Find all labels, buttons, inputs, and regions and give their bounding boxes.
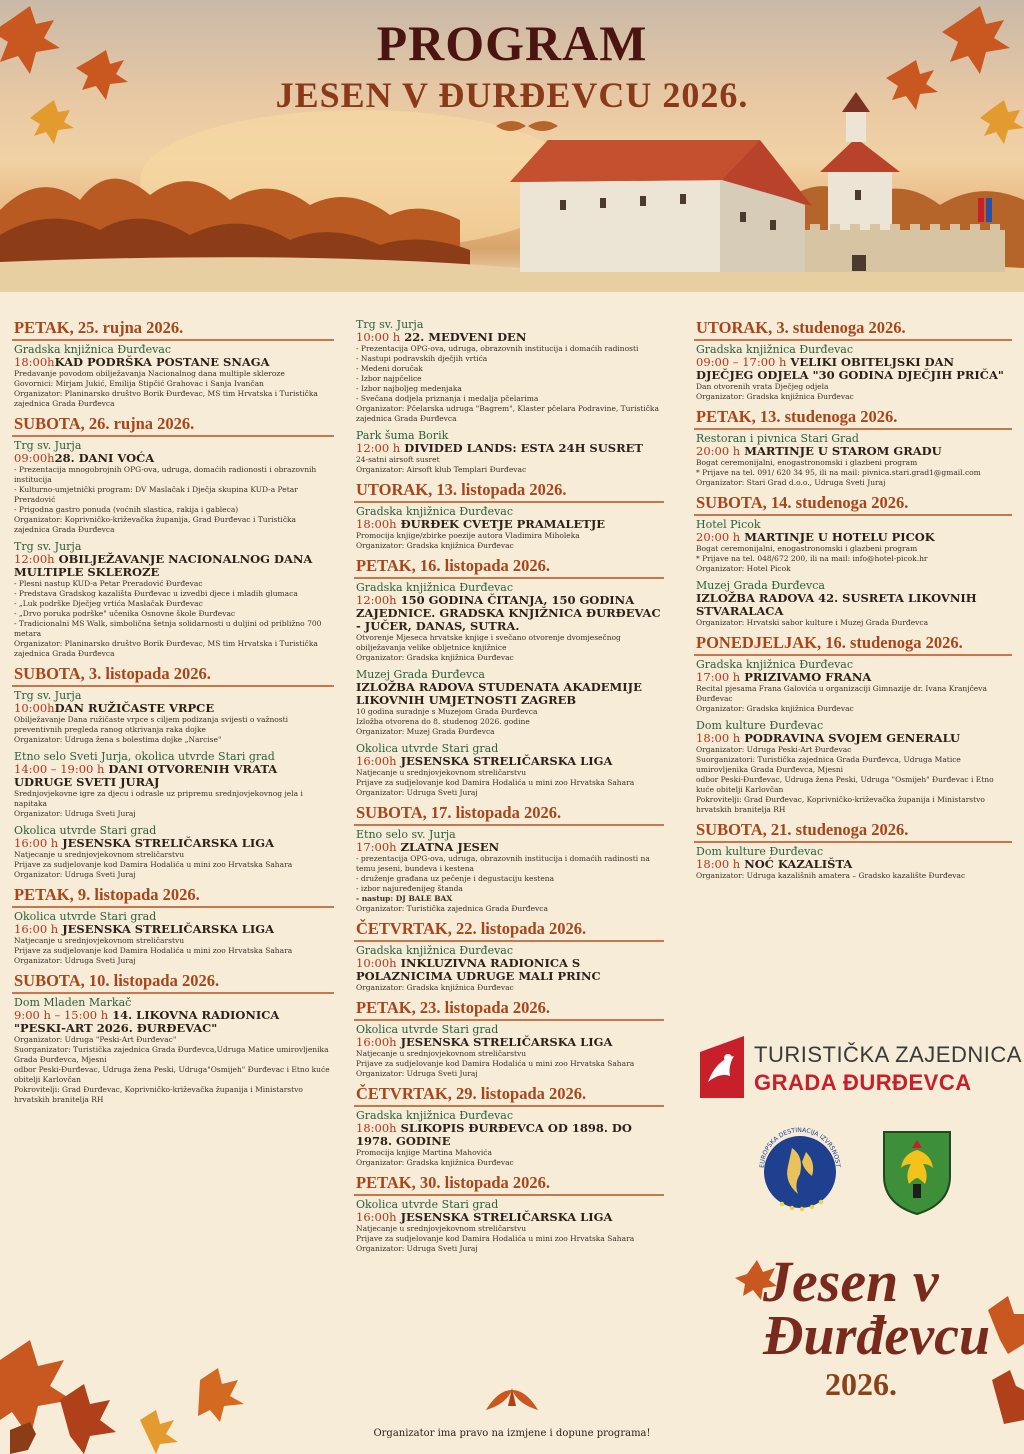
event-title: IZLOŽBA RADOVA 42. SUSRETA LIKOVNIH STVARALACA <box>696 591 977 618</box>
event-location: Gradska knjižnica Đurđevac <box>696 658 854 671</box>
event-title: JESENSKA STRELIČARSKA LIGA <box>400 1210 613 1224</box>
event-title-line <box>696 356 1012 382</box>
event-desc: - prezentacija OPG-ova, udruga, obrazovnih institucija i domaćih radinosti na temu jeseni, bundeva i kestena <box>356 854 650 873</box>
event-desc: - Izbor najboljeg medenjaka <box>356 384 462 393</box>
event-desc: Srednjovjekovne igre za djecu i odrasle uz pripremu srednjovjekovnog jela i napitaka <box>14 789 303 808</box>
event-location: Gradska knjižnica Đurđevac <box>356 505 514 518</box>
event-desc: Organizator: Turistička zajednica Grada Đurđevca <box>356 904 548 913</box>
event-time: 12:00h <box>14 552 55 566</box>
city-crest-icon <box>880 1128 954 1216</box>
page-title: PROGRAM <box>376 15 648 71</box>
event-desc: - Prezentacija OPG-ova, udruga, obrazovnih institucija i domaćih radinosti <box>356 344 639 353</box>
event-desc: Govornici: Mirjam Jukić, Emilija Stipčić Grahovac i Sanja Ivančan <box>14 379 264 388</box>
event <box>356 944 664 993</box>
day-header: PETAK, 25. rujna 2026. <box>12 318 334 341</box>
event <box>696 343 1012 402</box>
program-column-2 <box>354 318 664 1259</box>
event <box>696 432 1012 488</box>
event-time: 16:00 h <box>14 922 59 936</box>
event-desc: * Prijave na tel. 048/672 200, ili na mail: info@hotel-picok.hr <box>696 554 928 563</box>
event <box>356 429 664 475</box>
event-desc: Promocija knjige Martina Mahovića <box>356 1148 492 1157</box>
event-location: Trg sv. Jurja <box>14 439 82 452</box>
event-desc: Obilježavanje Dana ružičaste vrpce s ciljem podizanja svijesti o važnosti preventivnih pregleda ranog otkrivanja raka dojke <box>14 715 289 734</box>
event-title-line <box>696 858 1012 871</box>
event-time: 14:00 – 19:00 h <box>14 762 105 776</box>
event-location: Park šuma Borik <box>356 429 449 442</box>
event-time: 20:00 h <box>696 444 741 458</box>
event-title-line <box>14 1009 334 1035</box>
event-location: Gradska knjižnica Đurđevac <box>696 343 854 356</box>
event-time: 12:00 h <box>356 441 401 455</box>
event-desc: Natjecanje u srednjovjekovnom streličarstvu <box>356 768 527 777</box>
event-title-line <box>696 732 1012 745</box>
event-desc: Organizator: Planinarsko društvo Borik Đurđevac, MS tim Hrvatska i Turistička zajednica Grada Đurđevca <box>14 639 318 658</box>
event <box>356 1198 664 1254</box>
event <box>696 658 1012 714</box>
event-time: 18:00h <box>356 1121 397 1135</box>
event-location: Hotel Picok <box>696 518 761 531</box>
event-desc: Organizator: Stari Grad d.o.o., Udruga Sveti Juraj <box>696 478 886 487</box>
event-time: 17:00h <box>356 840 397 854</box>
event <box>356 581 664 663</box>
event-desc: Organizator: Gradska knjižnica Đurđevac <box>356 653 514 662</box>
event-desc: Organizator: Gradska knjižnica Đurđevac <box>356 1158 514 1167</box>
event-desc: - Svečana dodjela priznanja i medalja pčelarima <box>356 394 539 403</box>
event-title: 14. LIKOVNA RADIONICA "PESKI-ART 2026. ĐURĐEVAC" <box>14 1008 280 1035</box>
event-title-line <box>356 331 664 344</box>
event-time: 9:00 h – 15:00 h <box>14 1008 109 1022</box>
day-header: SUBOTA, 10. listopada 2026. <box>12 971 334 994</box>
event-desc: Prijave za sudjelovanje kod Damira Hodalića u mini zoo Hrvatska Sahara <box>356 1234 635 1243</box>
day-header: SUBOTA, 14. studenoga 2026. <box>694 493 1012 516</box>
event-title: JESENSKA STRELIČARSKA LIGA <box>400 1035 613 1049</box>
event-desc: Natjecanje u srednjovjekovnom streličarstvu <box>356 1049 527 1058</box>
event-title-line <box>14 702 334 715</box>
event-desc: Natjecanje u srednjovjekovnom streličarstvu <box>356 1224 527 1233</box>
event-desc: Organizator: Planinarsko društvo Borik Đurđevac, MS tim Hrvatska i Turistička zajednica Grada Đurđevca <box>14 389 318 408</box>
event <box>696 719 1012 815</box>
event-desc: Suorganizatori: Turistička zajednica Grada Đurđevca, Udruga Matice umirovljenika Grada Đurđevca, Mjesni <box>696 755 961 774</box>
day-header: ČETVRTAK, 22. listopada 2026. <box>354 919 664 942</box>
event-desc: Organizator: Koprivničko-križevačka županija, Grad Đurđevac i Turistička zajednica Grada Đurđevca <box>14 515 297 534</box>
event-title: 22. MEDVENI DEN <box>404 330 527 344</box>
leaf-ornament-icon <box>480 1380 544 1420</box>
event-desc: Prijave za sudjelovanje kod Damira Hodalića u mini zoo Hrvatska Sahara <box>356 778 635 787</box>
event <box>356 1109 664 1168</box>
event-desc: Organizator: Udruga Sveti Juraj <box>356 1069 478 1078</box>
event <box>356 668 664 737</box>
event <box>14 343 334 409</box>
event-time: 09:00h <box>14 451 55 465</box>
event-desc: Organizator: Udruga Peski-Art Đurđevac <box>696 745 852 754</box>
event-title: VELIKI OBITELJSKI DAN DJEČJEG ODJELA "30 GODINA DJEČJIH PRIČA" <box>696 355 1004 382</box>
event-title: INKLUZIVNA RADIONICA S POLAZNICIMA UDRUGE MALI PRINC <box>356 956 601 983</box>
event-desc: Organizator: Gradska knjižnica Đurđevac <box>696 392 854 401</box>
event-desc: Organizator: Hotel Picok <box>696 564 791 573</box>
event-title: SLIKOPIS ĐURĐEVCA OD 1898. DO 1978. GODINE <box>356 1121 632 1148</box>
event-title: JESENSKA STRELIČARSKA LIGA <box>400 754 613 768</box>
event-desc: - Tradicionalni MS Walk, simbolična šetnja solidarnosti u duljini od približno 700 metara <box>14 619 322 638</box>
event-desc: - nastup: DJ BALE BAX <box>356 894 453 903</box>
event-location: Okolica utvrde Stari grad <box>14 824 157 837</box>
event-desc: Organizator: Gradska knjižnica Đurđevac <box>356 983 514 992</box>
program-column-3 <box>694 318 1012 886</box>
event-location: Dom Mladen Markač <box>14 996 132 1009</box>
event-desc: Organizator: Udruga Sveti Juraj <box>356 788 478 797</box>
event-title-line <box>14 356 334 369</box>
event-title: PRIZIVAMO FRANA <box>744 670 872 684</box>
event-location: Dom kulture Đurđevac <box>696 719 824 732</box>
event-title: ZLATNA JESEN <box>400 840 500 854</box>
event-time: 10:00 h <box>356 330 401 344</box>
event-desc: - Kulturno-umjetnički program: DV Maslačak i Dječja skupina KUD-a Petar Preradović <box>14 485 298 504</box>
event-desc: Organizator: Pčelarska udruga "Bagrem", Klaster pčelara Podravine, Turistička zajednica Grada Đurđevca <box>356 404 659 423</box>
event-desc: - Prigodna gastro ponuda (voćnih slastica, rakija i gableca) <box>14 505 239 514</box>
page-subtitle: JESEN V ĐURĐEVCU 2026. <box>275 75 749 115</box>
event-title-line <box>356 957 664 983</box>
event <box>14 824 334 880</box>
tourist-board-name-line1: TURISTIČKA ZAJEDNICA <box>754 1042 1022 1067</box>
event-desc: Pokrovitelji: Grad Đurđevac, Koprivničko-križevačka županija i Ministarstvo hrvatskih branitelja RH <box>14 1085 303 1104</box>
event-location: Gradska knjižnica Đurđevac <box>356 581 514 594</box>
event-desc: - izbor najuređenijeg štanda <box>356 884 463 893</box>
event-title: PODRAVINA SVOJEM GENERALU <box>744 731 961 745</box>
event-time: 17:00 h <box>696 670 741 684</box>
event-desc: - „Luk podrške Dječjeg vrtića Maslačak Đurđevac <box>14 599 203 608</box>
event-title-line <box>356 442 664 455</box>
event-location: Etno selo Sveti Jurja, okolica utvrde Stari grad <box>14 750 275 763</box>
day-header: ČETVRTAK, 29. listopada 2026. <box>354 1084 664 1107</box>
event-title: MARTINJE U HOTELU PICOK <box>744 530 935 544</box>
day-header: PETAK, 13. studenoga 2026. <box>694 407 1012 430</box>
event-desc: Organizator: Udruga kazališnih amatera – Gradsko kazalište Đurđevac <box>696 871 966 880</box>
event-location: Trg sv. Jurja <box>14 540 82 553</box>
event-title-line <box>696 445 1012 458</box>
event-location: Okolica utvrde Stari grad <box>356 1023 499 1036</box>
event-title: 150 GODINA ČITANJA, 150 GODINA ZAJEDNICE. GRADSKA KNJIŽNICA ĐURĐEVAC - JUČER, DANAS, SUTRA. <box>356 593 661 633</box>
event-desc: - druženje građana uz pečenje i degustaciju kestena <box>356 874 555 883</box>
event <box>696 579 1012 628</box>
event-location: Restoran i pivnica Stari Grad <box>696 432 859 445</box>
event-title-line <box>696 531 1012 544</box>
event-location: Okolica utvrde Stari grad <box>356 742 499 755</box>
brand-year: 2026. <box>825 1366 897 1402</box>
event-title-line <box>14 553 334 579</box>
event <box>356 1023 664 1079</box>
event-title: JESENSKA STRELIČARSKA LIGA <box>62 922 275 936</box>
event-title-line <box>356 1036 664 1049</box>
event-desc: Natjecanje u srednjovjekovnom streličarstvu <box>14 850 185 859</box>
event-desc: Organizator: Hrvatski sabor kulture i Muzej Grada Đurđevca <box>696 618 929 627</box>
event-time: 12:00h <box>356 593 397 607</box>
event-time: 10:00h <box>356 956 397 970</box>
event <box>14 996 334 1105</box>
event-time: 20:00 h <box>696 530 741 544</box>
day-header: SUBOTA, 26. rujna 2026. <box>12 414 334 437</box>
event-title-line <box>356 841 664 854</box>
header-banner <box>0 0 1024 292</box>
event-location: Okolica utvrde Stari grad <box>14 910 157 923</box>
event-desc: Organizator: Airsoft klub Templari Đurđevac <box>356 465 527 474</box>
event-location: Gradska knjižnica Đurđevac <box>356 1109 514 1122</box>
event-desc: Otvorenje Mjeseca hrvatske knjige i svečano otvorenje dvomjesečnog obilježavanja velike obljetnice knjižnice <box>356 633 621 652</box>
event-time: 18:00h <box>14 355 55 369</box>
jesen-brand-logo <box>735 1248 1005 1408</box>
event-title-line <box>14 452 334 465</box>
event-time: 16:00h <box>356 754 397 768</box>
event-desc: odbor Peski-Đurđevac, Udruga žena Peski, Udruga "Osmijeh" Đurđevac i Etno kuće obitelji Karlovčan <box>696 775 994 794</box>
event-location: Trg sv. Jurja <box>14 689 82 702</box>
day-header: SUBOTA, 3. listopada 2026. <box>12 664 334 687</box>
day-header: SUBOTA, 17. listopada 2026. <box>354 803 664 826</box>
event-desc: 10 godina suradnje s Muzejom Grada Đurđevca <box>356 707 538 716</box>
event-title: ĐURĐEK CVETJE PRAMALETJE <box>400 517 606 531</box>
event-location: Dom kulture Đurđevac <box>696 845 824 858</box>
event-desc: Promocija knjige/zbirke poezije autora Vladimira Miholeka <box>356 531 580 540</box>
event-desc: Predavanje povodom obilježavanja Nacionalnog dana multiple skleroze <box>14 369 285 378</box>
event-desc: Organizator: Udruga Sveti Juraj <box>14 870 136 879</box>
event-desc: Prijave za sudjelovanje kod Damira Hodalića u mini zoo Hrvatska Sahara <box>14 860 293 869</box>
event-title-line <box>356 594 664 633</box>
event-time: 18:00h <box>356 517 397 531</box>
event-desc: 24-satni airsoft susret <box>356 455 440 464</box>
event-time: 18:00 h <box>696 857 741 871</box>
event-location: Okolica utvrde Stari grad <box>356 1198 499 1211</box>
day-header: PONEDJELJAK, 16. studenoga 2026. <box>694 633 1012 656</box>
tourist-board-logo <box>694 1032 1022 1102</box>
event-location: Gradska knjižnica Đurđevac <box>14 343 172 356</box>
event-desc: Prijave za sudjelovanje kod Damira Hodalića u mini zoo Hrvatska Sahara <box>14 946 293 955</box>
brand-title-line2: Đurđevcu <box>763 1305 991 1367</box>
event-desc: Dan otvorenih vrata Dječjeg odjela <box>696 382 829 391</box>
event-title-line <box>14 923 334 936</box>
day-header: UTORAK, 13. listopada 2026. <box>354 480 664 503</box>
event-desc: Suorganizator: Turistička zajednica Grada Đurđevca,Udruga Matice umirovljenika Grada Đurđevca, Mjesni <box>14 1045 329 1064</box>
event-title: DAN RUŽIČASTE VRPCE <box>54 701 215 715</box>
day-header: PETAK, 30. listopada 2026. <box>354 1173 664 1196</box>
event <box>14 540 334 659</box>
event-title: KAD PODRŠKA POSTANE SNAGA <box>54 355 270 369</box>
event-location: Trg sv. Jurja <box>356 318 424 331</box>
event-title-line <box>356 1122 664 1148</box>
event-desc: - „Drvo poruka podrške" učenika Osnovne škole Đurđevac <box>14 609 236 618</box>
event-location: Muzej Grada Đurđevca <box>696 579 825 592</box>
event <box>14 750 334 819</box>
day-header: PETAK, 23. listopada 2026. <box>354 998 664 1021</box>
event-desc: Bogat ceremonijalni, enogastronomski i glazbeni program <box>696 544 918 553</box>
event-desc: Izložba otvorena do 8. studenog 2026. godine <box>356 717 530 726</box>
event-desc: Organizator: Muzej Grada Đurđevca <box>356 727 495 736</box>
tourist-board-mark-icon <box>694 1032 750 1102</box>
day-header: PETAK, 9. listopada 2026. <box>12 885 334 908</box>
event <box>696 845 1012 881</box>
event <box>14 439 334 535</box>
event-title: MARTINJE U STAROM GRADU <box>744 444 942 458</box>
event-desc: - Prezentacija mnogobrojnih OPG-ova, udruga, domaćih radionosti i obrazovnih institucija <box>14 465 317 484</box>
event-desc: Organizator: Udruga "Peski-Art Đurđevac" <box>14 1035 177 1044</box>
event-desc: Organizator: Gradska knjižnica Đurđevac <box>696 704 854 713</box>
event-desc: Organizator: Udruga Sveti Juraj <box>14 956 136 965</box>
event-desc: Organizator: Udruga Sveti Juraj <box>356 1244 478 1253</box>
event-desc: Organizator: Udruga Sveti Juraj <box>14 809 136 818</box>
event <box>14 910 334 966</box>
tourist-board-name-line2: GRADA ĐURĐEVCA <box>754 1070 972 1095</box>
event-desc: - Nastupi podravskih dječjih vrtića <box>356 354 488 363</box>
event-title: JESENSKA STRELIČARSKA LIGA <box>62 836 275 850</box>
program-column-1 <box>12 318 334 1110</box>
footer-note: Organizator ima pravo na izmjene i dopune programa! <box>373 1428 651 1439</box>
event-desc: odbor Peski-Đurđevac, Udruga žena Peski, Udruga"Osmijeh" Đurđevac i Etno kuće obitelji Karlovčan <box>14 1065 330 1084</box>
event <box>696 518 1012 574</box>
event-desc: - Plesni nastup KUD-a Petar Preradović Đurđevac <box>14 579 203 588</box>
event-title-line <box>356 518 664 531</box>
event-location: Gradska knjižnica Đurđevac <box>356 944 514 957</box>
event-title: NOĆ KAZALIŠTA <box>744 857 853 871</box>
event <box>356 828 664 914</box>
event-title-line <box>14 837 334 850</box>
event-title-line <box>356 1211 664 1224</box>
event-title: 28. DANI VOĆA <box>54 451 155 465</box>
eden-logo <box>752 1120 848 1216</box>
event-desc: - Medeni doručak <box>356 364 423 373</box>
day-header: UTORAK, 3. studenoga 2026. <box>694 318 1012 341</box>
event-title: IZLOŽBA RADOVA STUDENATA AKADEMIJE LIKOVNIH UMJETNOSTI ZAGREB <box>356 680 642 707</box>
event <box>356 742 664 798</box>
event-time: 09:00 – 17:00 h <box>696 355 787 369</box>
event-desc: Prijave za sudjelovanje kod Damira Hodalića u mini zoo Hrvatska Sahara <box>356 1059 635 1068</box>
event-time: 16:00h <box>356 1210 397 1224</box>
event-title-line <box>356 755 664 768</box>
event-title: OBILJEŽAVANJE NACIONALNOG DANA MULTIPLE SKLEROZE <box>14 552 313 579</box>
day-header: PETAK, 16. listopada 2026. <box>354 556 664 579</box>
event-title-line <box>14 763 334 789</box>
event-location: Muzej Grada Đurđevca <box>356 668 485 681</box>
event <box>356 505 664 551</box>
event-time: 16:00 h <box>14 836 59 850</box>
event-time: 10:00h <box>14 701 55 715</box>
event <box>356 318 664 424</box>
event-desc: Organizator: Udruga žena s bolestima dojke „Narcise" <box>14 735 222 744</box>
eden-arc-text: EUROPSKA DESTINACIJA IZVRSNOST <box>758 1126 842 1169</box>
event-location: Etno selo sv. Jurja <box>356 828 456 841</box>
event-desc: Bogat ceremonijalni, enogastronomski i glazbeni program <box>696 458 918 467</box>
day-header: SUBOTA, 21. studenoga 2026. <box>694 820 1012 843</box>
event-desc: Natjecanje u srednjovjekovnom streličarstvu <box>14 936 185 945</box>
event-desc: Recital pjesama Frana Galovića u organizaciji Gimnazije dr. Ivana Kranjčeva Đurđevac <box>696 684 987 703</box>
event-title-line <box>696 671 1012 684</box>
event-time: 16:00h <box>356 1035 397 1049</box>
brand-title-line1: Jesen v <box>763 1249 939 1314</box>
event-time: 18:00 h <box>696 731 741 745</box>
event-desc: Organizator: Gradska knjižnica Đurđevac <box>356 541 514 550</box>
event-desc: Pokrovitelji: Grad Đurđevac, Koprivničko-križevačka županija i Ministarstvo hrvatskih branitelja RH <box>696 795 985 814</box>
event-title: DIVIDED LANDS: ESTA 24H SUSRET <box>404 441 643 455</box>
event-desc: - Predstava Gradskog kazališta Đurđevac u izvedbi djece i mladih glumaca <box>14 589 298 598</box>
event <box>14 689 334 745</box>
event-desc: - Izbor najpčelice <box>356 374 422 383</box>
event-desc: * Prijave na tel. 091/ 620 34 95, ili na mail: pivnica.stari.grad1@gmail.com <box>696 468 981 477</box>
event-title: DANI OTVORENIH VRATA UDRUGE SVETI JURAJ <box>14 762 278 789</box>
